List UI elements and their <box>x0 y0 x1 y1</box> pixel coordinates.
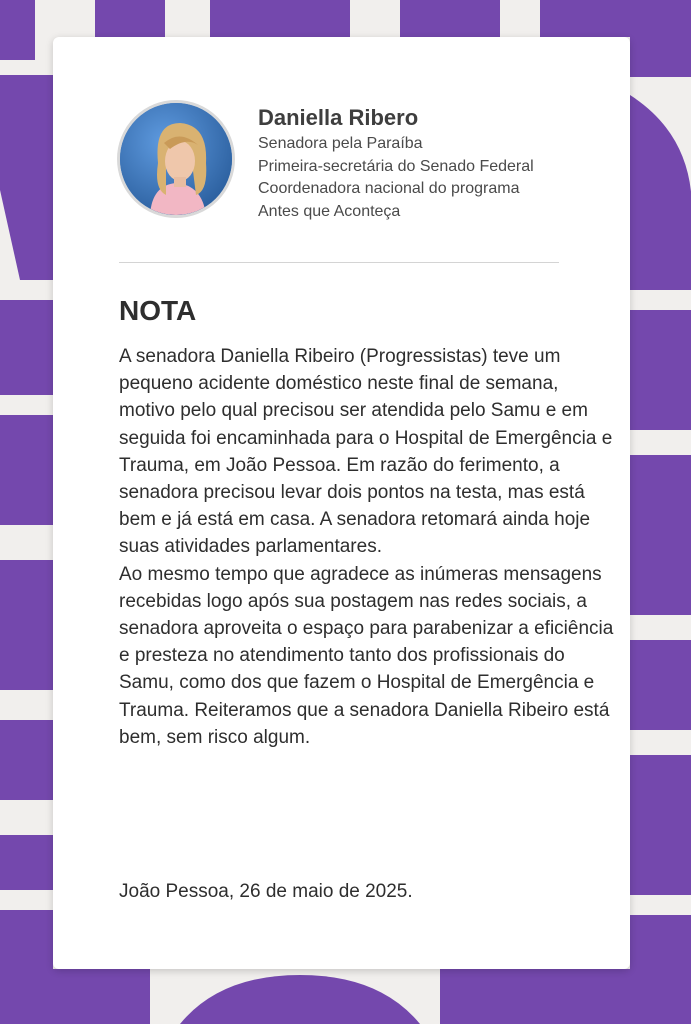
note-card <box>53 37 630 969</box>
note-body <box>119 343 614 751</box>
author-role-2: Primeira-secretária do Senado Federal <box>258 157 534 175</box>
note-signoff: João Pessoa, 26 de maio de 2025. <box>119 881 413 902</box>
avatar <box>117 100 235 218</box>
author-role-1: Senadora pela Paraíba <box>258 135 423 152</box>
author-name: Daniella Ribero <box>258 105 419 130</box>
divider <box>119 262 559 263</box>
author-info <box>258 103 618 223</box>
author-role-4: Antes que Aconteça <box>258 202 401 220</box>
note-paragraph-1: A senadora Daniella Ribeiro (Progressistas) teve um pequeno acidente doméstico neste final de semana, motivo pelo qual precisou ser atendida pelo Samu e em seguida foi encaminhada para o Hospital de Emergência e Trauma, em João Pessoa. Em razão do ferimento, a senadora precisou levar dois pontos na testa, mas está bem e já está em casa. A senadora retomará ainda hoje suas atividades parlamentares. <box>119 346 613 558</box>
author-role-3: Coordenadora nacional do programa <box>258 180 520 197</box>
note-paragraph-2: Ao mesmo tempo que agradece as inúmeras mensagens recebidas logo após sua postagem nas redes sociais, a senadora aproveita o espaço para parabenizar a eficiência e presteza no atendimento tanto dos profissionais do Samu, como dos que fazem o Hospital de Emergência e Trauma. Reiteramos que a senadora Daniella Ribeiro está bem, sem risco algum. <box>119 563 614 748</box>
note-title: NOTA <box>119 295 197 326</box>
